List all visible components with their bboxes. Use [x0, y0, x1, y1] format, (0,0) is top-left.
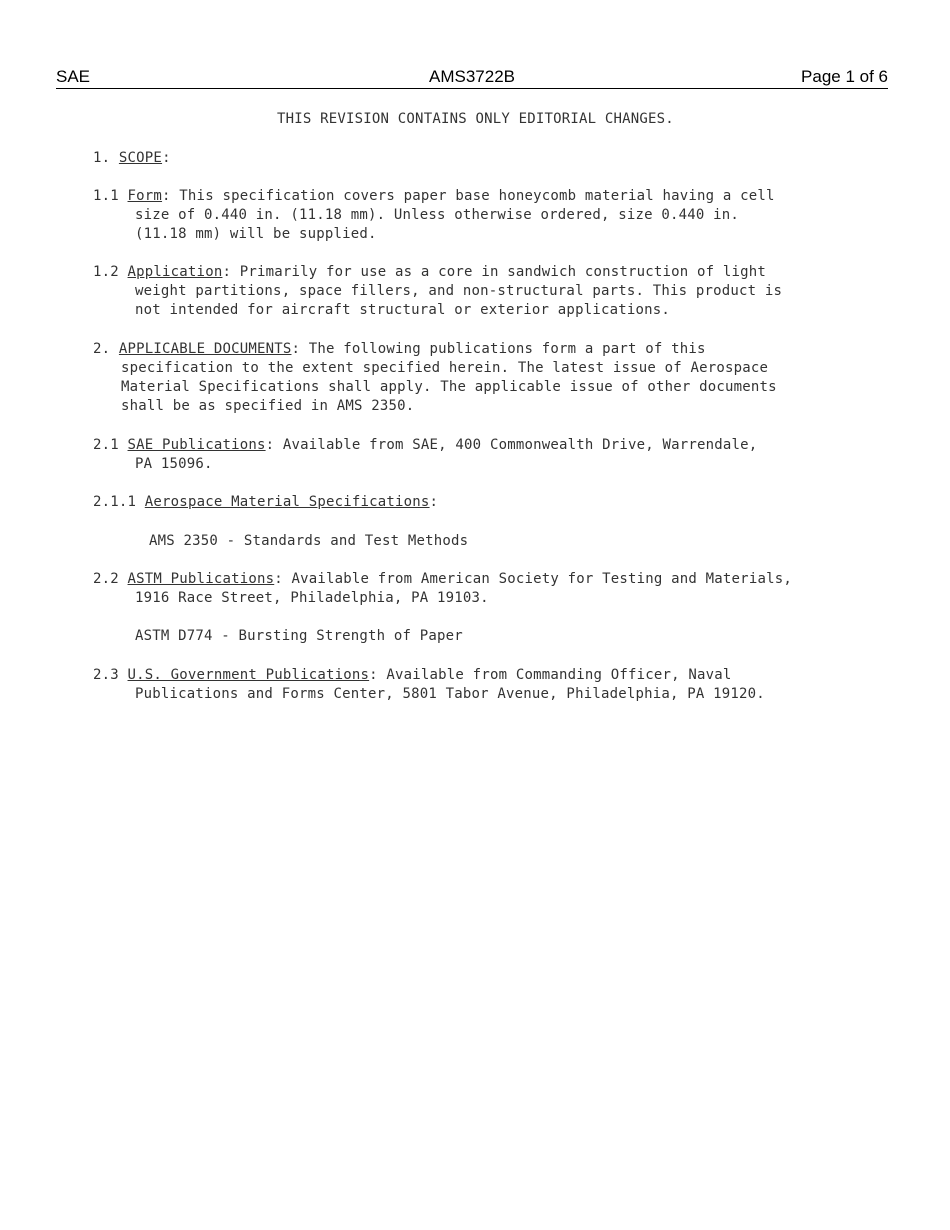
- section-1-1: 1.1 Form: This specification covers paper base honeycomb material having a cell: [93, 188, 775, 204]
- header-page-number: Page 1 of 6: [801, 67, 888, 86]
- section-1-2: 1.2 Application: Primarily for use as a core in sandwich construction of light: [93, 264, 767, 280]
- section-2-1-line-2: PA 15096.: [135, 456, 213, 472]
- section-title: ASTM Publications: [127, 571, 275, 587]
- section-2-line-3: Material Specifications shall apply. The applicable issue of other documents: [121, 379, 777, 395]
- section-title: SCOPE: [118, 150, 163, 166]
- header-doc-number: AMS3722B: [429, 67, 515, 86]
- section-2-1-1: 2.1.1 Aerospace Material Specifications:: [93, 494, 439, 510]
- reference-item-ams2350: AMS 2350 - Standards and Test Methods: [149, 533, 469, 549]
- section-number: 2.1.1: [93, 494, 137, 510]
- section-title: Form: [127, 188, 163, 204]
- section-2-line-2: specification to the extent specified herein. The latest issue of Aerospace: [121, 360, 769, 376]
- section-2-3-line-2: Publications and Forms Center, 5801 Tabor Avenue, Philadelphia, PA 19120.: [135, 686, 765, 702]
- section-2-3: 2.3 U.S. Government Publications: Available from Commanding Officer, Naval: [93, 667, 732, 683]
- section-2-2: 2.2 ASTM Publications: Available from American Society for Testing and Materials,: [93, 571, 792, 587]
- section-number: 1.: [93, 150, 111, 166]
- section-2-1: 2.1 SAE Publications: Available from SAE, 400 Commonwealth Drive, Warrendale,: [93, 437, 758, 453]
- section-title: Application: [127, 264, 223, 280]
- section-number: 2.: [93, 341, 111, 357]
- revision-notice: THIS REVISION CONTAINS ONLY EDITORIAL CHANGES.: [277, 111, 674, 127]
- section-title: APPLICABLE DOCUMENTS: [118, 341, 292, 357]
- reference-item-astm-d774: ASTM D774 - Bursting Strength of Paper: [135, 628, 463, 644]
- section-number: 2.2: [93, 571, 119, 587]
- section-2-2-line-2: 1916 Race Street, Philadelphia, PA 19103.: [135, 590, 489, 606]
- section-number: 1.2: [93, 264, 119, 280]
- section-title: U.S. Government Publications: [127, 667, 370, 683]
- section-title: SAE Publications: [127, 437, 266, 453]
- header-org: SAE: [56, 67, 91, 86]
- section-2: 2. APPLICABLE DOCUMENTS: The following publications form a part of this: [93, 341, 706, 357]
- section-1-1-line-2: size of 0.440 in. (11.18 mm). Unless otherwise ordered, size 0.440 in.: [135, 207, 740, 223]
- section-1-heading: 1. SCOPE:: [93, 150, 171, 166]
- section-1-2-line-3: not intended for aircraft structural or exterior applications.: [135, 302, 670, 318]
- section-number: 2.1: [93, 437, 119, 453]
- section-number: 1.1: [93, 188, 119, 204]
- page-header: [56, 66, 888, 89]
- section-1-2-line-2: weight partitions, space fillers, and non-structural parts. This product is: [135, 283, 783, 299]
- section-2-line-4: shall be as specified in AMS 2350.: [121, 398, 415, 414]
- section-1-1-line-3: (11.18 mm) will be supplied.: [135, 226, 377, 242]
- section-number: 2.3: [93, 667, 119, 683]
- section-title: Aerospace Material Specifications: [144, 494, 430, 510]
